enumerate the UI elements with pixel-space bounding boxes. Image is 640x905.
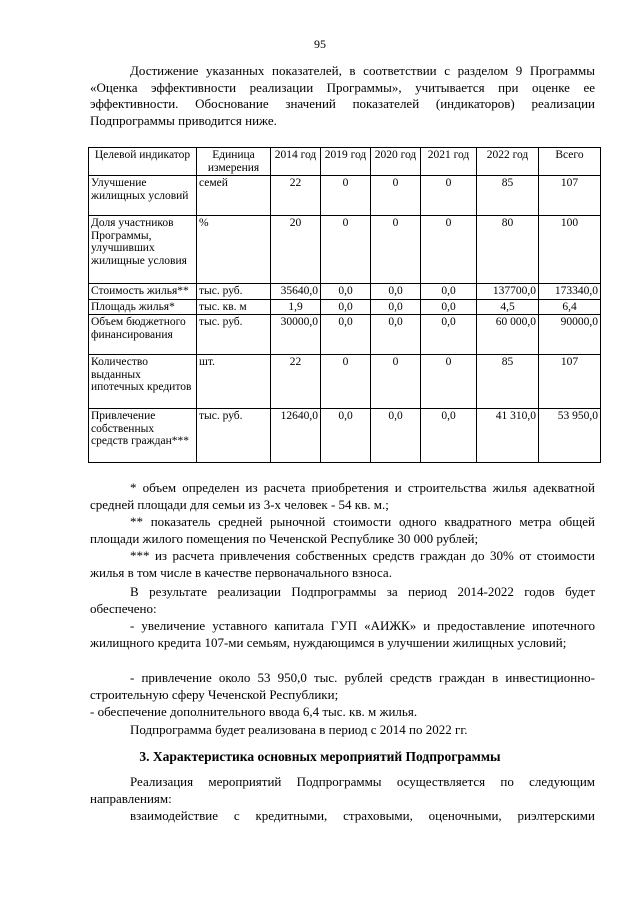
cell-value: 0,0 — [321, 409, 371, 463]
cell-value: 0 — [421, 176, 477, 216]
indicators-table — [88, 147, 601, 463]
cell-value: 12640,0 — [271, 409, 321, 463]
intro-paragraph: Достижение указанных показателей, в соответствии с разделом 9 Программы «Оценка эффективности реализации Программы», учитывается при оценке ее эффективности. Обоснование значений показателей (индикаторов) реализации Подпрограммы приводится ниже. — [90, 63, 595, 128]
cell-unit: тыс. руб. — [197, 315, 271, 355]
cell-value: 4,5 — [477, 299, 539, 315]
cell-value: 0,0 — [371, 315, 421, 355]
cell-unit: тыс. кв. м — [197, 299, 271, 315]
section-paragraph-continued: взаимодействие с кредитными, страховыми, оценочными, риэлтерскими — [130, 808, 595, 823]
cell-value: 173340,0 — [539, 284, 601, 300]
cell-value: 1,9 — [271, 299, 321, 315]
cell-value: 107 — [539, 355, 601, 409]
cell-value: 35640,0 — [271, 284, 321, 300]
cell-value: 80 — [477, 216, 539, 284]
header-2014: 2014 год — [271, 148, 321, 176]
cell-value: 0,0 — [321, 315, 371, 355]
cell-value: 137700,0 — [477, 284, 539, 300]
table-row — [89, 216, 601, 284]
cell-value: 0,0 — [371, 284, 421, 300]
results-item-housing: - обеспечение дополнительного ввода 6,4 тыс. кв. м жилья. — [90, 704, 418, 719]
footnote-area: * объем определен из расчета приобретения и строительства жилья адекватной средней площади для семьи из 3-х человек - 54 кв. м.; — [90, 480, 595, 512]
results-intro: В результате реализации Подпрограммы за период 2014-2022 годов будет обеспечено: — [90, 584, 595, 616]
cell-unit: тыс. руб. — [197, 409, 271, 463]
cell-value: 22 — [271, 176, 321, 216]
cell-value: 0 — [321, 355, 371, 409]
cell-value: 0 — [371, 355, 421, 409]
table-row — [89, 284, 601, 300]
table-row — [89, 315, 601, 355]
header-indicator: Целевой индикатор — [89, 148, 197, 176]
cell-indicator: Стоимость жилья** — [89, 284, 197, 300]
footnote-cost: ** показатель средней рыночной стоимости одного квадратного метра общей площади жилого помещения по Чеченской Республике 30 000 рублей; — [90, 514, 595, 546]
header-total: Всего — [539, 148, 601, 176]
cell-value: 20 — [271, 216, 321, 284]
cell-value: 60 000,0 — [477, 315, 539, 355]
header-2020: 2020 год — [371, 148, 421, 176]
cell-value: 0,0 — [371, 409, 421, 463]
cell-value: 6,4 — [539, 299, 601, 315]
header-2021: 2021 год — [421, 148, 477, 176]
cell-value: 0 — [421, 216, 477, 284]
table-row — [89, 355, 601, 409]
header-2019: 2019 год — [321, 148, 371, 176]
cell-value: 85 — [477, 355, 539, 409]
cell-value: 0,0 — [421, 284, 477, 300]
cell-value: 0 — [321, 176, 371, 216]
cell-indicator: Количество выданных ипотечных кредитов — [89, 355, 197, 409]
cell-value: 90000,0 — [539, 315, 601, 355]
section-paragraph: Реализация мероприятий Подпрограммы осуществляется по следующим направлениям: — [90, 774, 595, 806]
cell-value: 53 950,0 — [539, 409, 601, 463]
cell-value: 0 — [371, 176, 421, 216]
cell-value: 30000,0 — [271, 315, 321, 355]
cell-value: 0 — [421, 355, 477, 409]
table-header-row — [89, 148, 601, 176]
cell-unit: семей — [197, 176, 271, 216]
cell-unit: % — [197, 216, 271, 284]
table-row — [89, 176, 601, 216]
cell-value: 0,0 — [321, 299, 371, 315]
cell-value: 0,0 — [421, 409, 477, 463]
cell-unit: тыс. руб. — [197, 284, 271, 300]
results-item-funds: - привлечение около 53 950,0 тыс. рублей средств граждан в инвестиционно-строительную сферу Чеченской Республики; — [90, 670, 595, 702]
header-2022: 2022 год — [477, 148, 539, 176]
cell-value: 85 — [477, 176, 539, 216]
table-row — [89, 299, 601, 315]
cell-value: 0,0 — [321, 284, 371, 300]
cell-indicator: Доля участников Программы, улучшивших жилищные условия — [89, 216, 197, 284]
cell-indicator: Объем бюджетного финансирования — [89, 315, 197, 355]
cell-unit: шт. — [197, 355, 271, 409]
cell-value: 100 — [539, 216, 601, 284]
footnote-own-funds: *** из расчета привлечения собственных средств граждан до 30% от стоимости жилья в том числе в качестве первоначального взноса. — [90, 548, 595, 580]
cell-value: 107 — [539, 176, 601, 216]
cell-value: 41 310,0 — [477, 409, 539, 463]
cell-value: 22 — [271, 355, 321, 409]
cell-value: 0,0 — [371, 299, 421, 315]
cell-indicator: Улучшение жилищных условий — [89, 176, 197, 216]
results-item-capital: - увеличение уставного капитала ГУП «АИЖК» и предоставление ипотечного жилищного кредита 107-ми семьям, нуждающимся в улучшении жилищных условий; — [90, 618, 595, 650]
cell-value: 0,0 — [421, 315, 477, 355]
cell-value: 0 — [371, 216, 421, 284]
cell-value: 0 — [321, 216, 371, 284]
cell-indicator: Площадь жилья* — [89, 299, 197, 315]
cell-indicator: Привлечение собственных средств граждан*** — [89, 409, 197, 463]
cell-value: 0,0 — [421, 299, 477, 315]
header-unit: Единица измерения — [197, 148, 271, 176]
section-heading: 3. Характеристика основных мероприятий Подпрограммы — [139, 749, 501, 764]
page-number: 95 — [314, 37, 326, 51]
results-period: Подпрограмма будет реализована в период с 2014 по 2022 гг. — [130, 722, 468, 737]
table-row — [89, 409, 601, 463]
